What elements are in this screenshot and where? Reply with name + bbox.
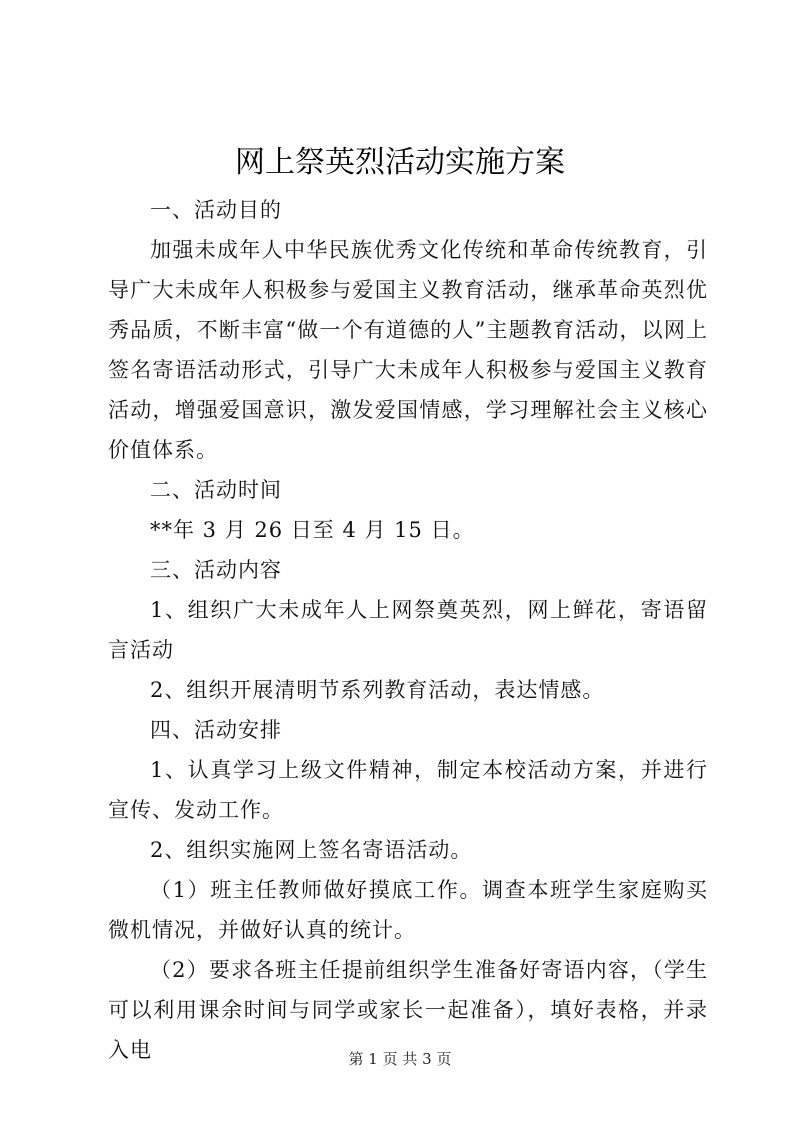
section-heading: 三、活动内容 <box>150 558 282 582</box>
body-paragraph: 1、组织广大未成年人上网祭奠英烈，网上鲜花，寄语留言活动 <box>108 598 708 662</box>
body-paragraph: 2、组织实施网上签名寄语活动。 <box>150 838 473 862</box>
body-paragraph: **年 3 月 26 日至 4 月 15 日。 <box>150 518 475 542</box>
body-paragraph: 1、认真学习上级文件精神，制定本校活动方案，并进行宣传、发动工作。 <box>108 758 708 822</box>
section-heading: 四、活动安排 <box>150 718 282 742</box>
section-heading: 一、活动目的 <box>150 198 282 222</box>
page-number-footer: 第 1 页 共 3 页 <box>348 1050 452 1068</box>
document-body <box>108 190 708 1070</box>
body-paragraph: 加强未成年人中华民族优秀文化传统和革命传统教育，引导广大未成年人积极参与爱国主义教育活动，继承革命英烈优秀品质，不断丰富“做一个有道德的人”主题教育活动，以网上签名寄语活动形式，引导广大未成年人积极参与爱国主义教育活动，增强爱国意识，激发爱国情感，学习理解社会主义核心价值体系。 <box>108 238 708 462</box>
section-heading: 二、活动时间 <box>150 478 282 502</box>
document-title: 网上祭英烈活动实施方案 <box>235 145 565 180</box>
body-paragraph: （2）要求各班主任提前组织学生准备好寄语内容，（学生可以利用课余时间与同学或家长一起准备），填好表格，并录入电 <box>108 958 708 1062</box>
body-paragraph: （1）班主任教师做好摸底工作。调查本班学生家庭购买微机情况，并做好认真的统计。 <box>108 878 708 942</box>
body-paragraph: 2、组织开展清明节系列教育活动，表达情感。 <box>150 678 605 702</box>
